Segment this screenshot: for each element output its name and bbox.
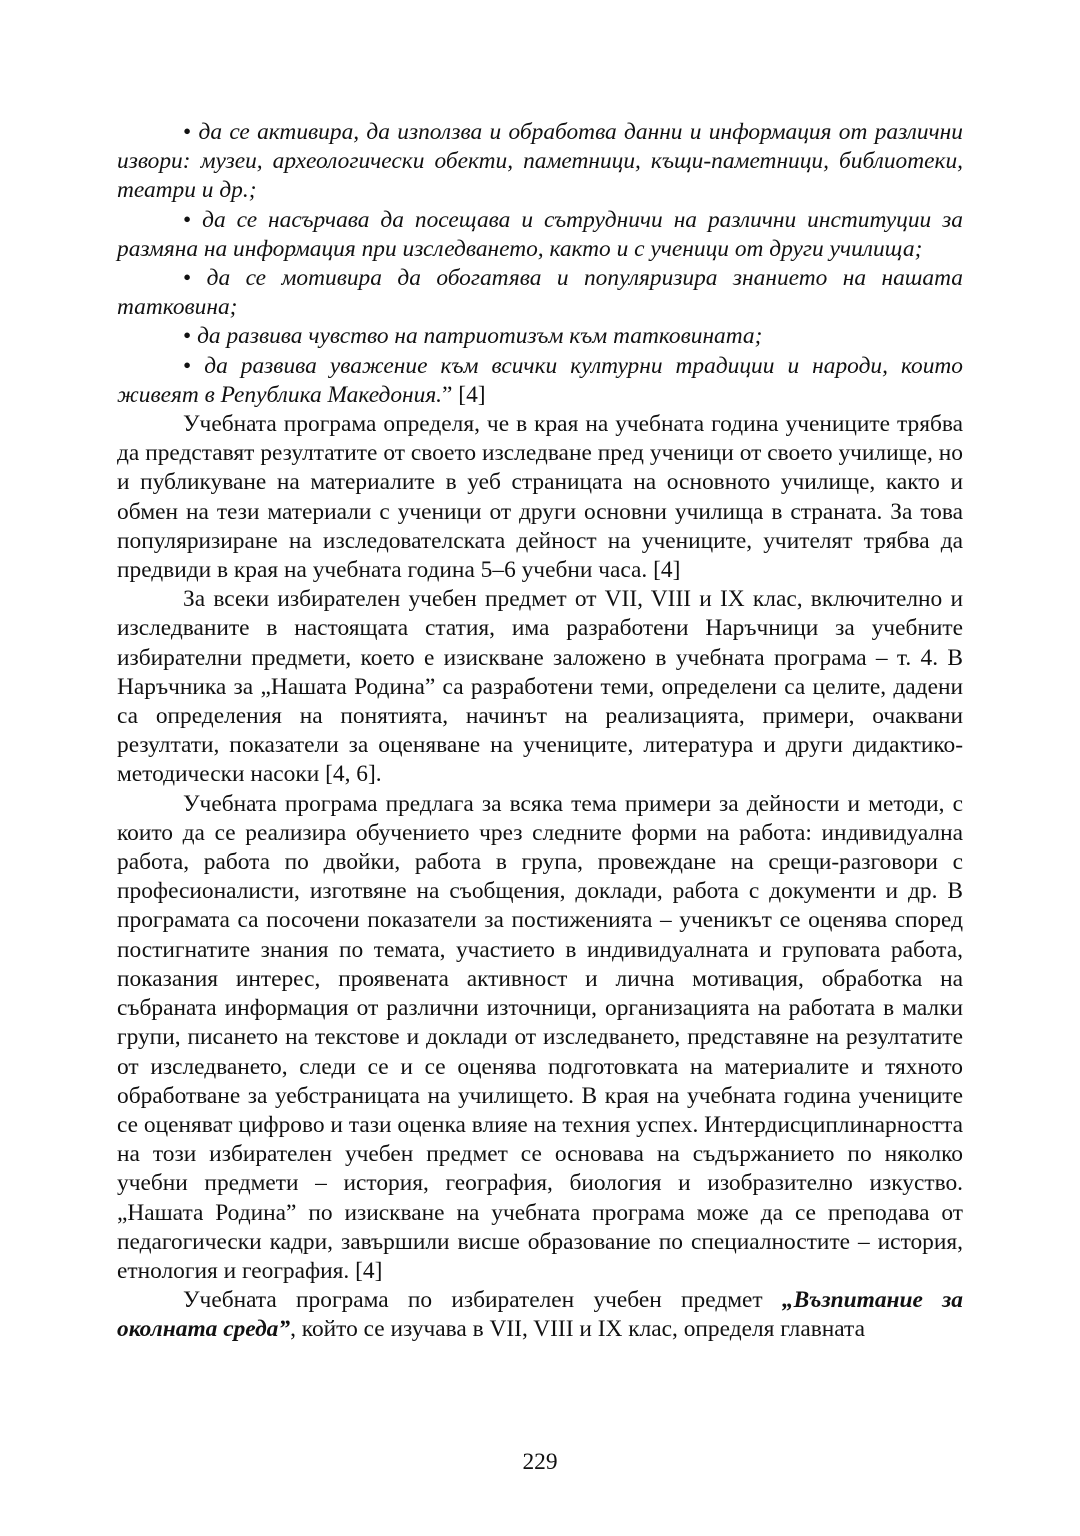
bullet-text: да се насърчава да посещава и сътрудничи на различни институции за размяна на информация при изследването, както и с ученици от други училища; <box>117 206 963 262</box>
bullet-text: да развива уважение към всички културни традиции и народи, които живеят в Република Македония. <box>117 352 963 408</box>
citation: ” [4] <box>442 381 486 408</box>
document-body <box>117 118 963 1345</box>
goal-bullet <box>117 118 963 206</box>
subject-title: „Възпитание за околната среда” <box>117 1287 963 1343</box>
paragraph-lead: Учебната програма по избирателен учебен предмет <box>183 1287 782 1314</box>
body-paragraph: За всеки избирателен учебен предмет от VII, VIII и IX клас, включително и изследваните в настоящата статия, има разработени Наръчници за учебните избирателни предмети, което е изискване заложено в учебната програма – т. 4. В Наръчника за „Нашата Родина” са разработени теми, определени са целите, дадени са определения на понятията, начинът на реализацията, примери, очаквани резултати, показатели за оценяване на учениците, литература и други дидактико-методически насоки [4, 6]. <box>117 586 963 788</box>
goal-bullet <box>117 264 963 322</box>
page-number: 229 <box>522 1449 558 1475</box>
bullet-icon: • <box>183 206 192 233</box>
goal-bullet <box>117 352 963 410</box>
bullet-text: да се мотивира да обогатява и популяризира знанието на нашата татковина; <box>117 265 963 321</box>
bullet-text: да се активира, да използва и обработва данни и информация от различни извори: музеи, археологически обекти, паметници, къщи-паметници, библиотеки, театри и др.; <box>117 119 963 204</box>
bullet-icon: • <box>183 119 192 145</box>
goal-bullet <box>117 322 963 351</box>
body-paragraph: Учебната програма определя, че в края на учебната година учениците трябва да представят резултатите от своето изследване пред ученици от своето училище, но и публикуване на материалите в уеб страницата на основното училище, както и обмен на тези материали с ученици от други основни училища в страната. За това популяризиране на изследователската дейност на учениците, учителят трябва да предвиди в края на учебната година 5–6 учебни часа. [4] <box>117 411 963 584</box>
paragraph-rest: , който се изучава в VII, VIII и IX клас, определя главната <box>290 1316 865 1343</box>
bullet-text: да развива чувство на патриотизъм към татковината; <box>197 323 763 350</box>
goal-bullet <box>117 206 963 264</box>
bullet-icon: • <box>183 265 192 292</box>
bullet-icon: • <box>183 352 192 379</box>
body-paragraph: Учебната програма предлага за всяка тема примери за дейности и методи, с които да се реализира обучението чрез следните форми на работа: индивидуална работа, работа по двойки, работа в група, провеждане на срещи-разговори с професионалисти, изготвяне на съобщения, доклади, работа с документи и др. В програмата са посочени показатели за постиженията – ученикът се оценява според постигнатите знания по темата, участието в индивидуалната и груповата работа, показания интерес, проявената активност и лична мотивация, обработка на събраната информация от различни източници, организацията на работата в малки групи, писането на текстове и доклади от изследването, представяне на резултатите от изследването, следи се и се оценява подготовката на материалите и тяхното обработване за уебстраницата на училището. В края на учебната година учениците се оценяват цифрово и тази оценка влияе на техния успех. Интердисциплинарността на този избирателен учебен предмет се основава на съдържанието по няколко учебни предмети – история, география, биология и изобразително изкуство. „Нашата Родина” по изискване на учебната програма може да се преподава от педагогически кадри, завършили висше образование по специалностите – история, етнология и география. [4] <box>117 790 963 1284</box>
bullet-icon: • <box>183 323 192 350</box>
body-paragraph <box>117 1286 963 1344</box>
